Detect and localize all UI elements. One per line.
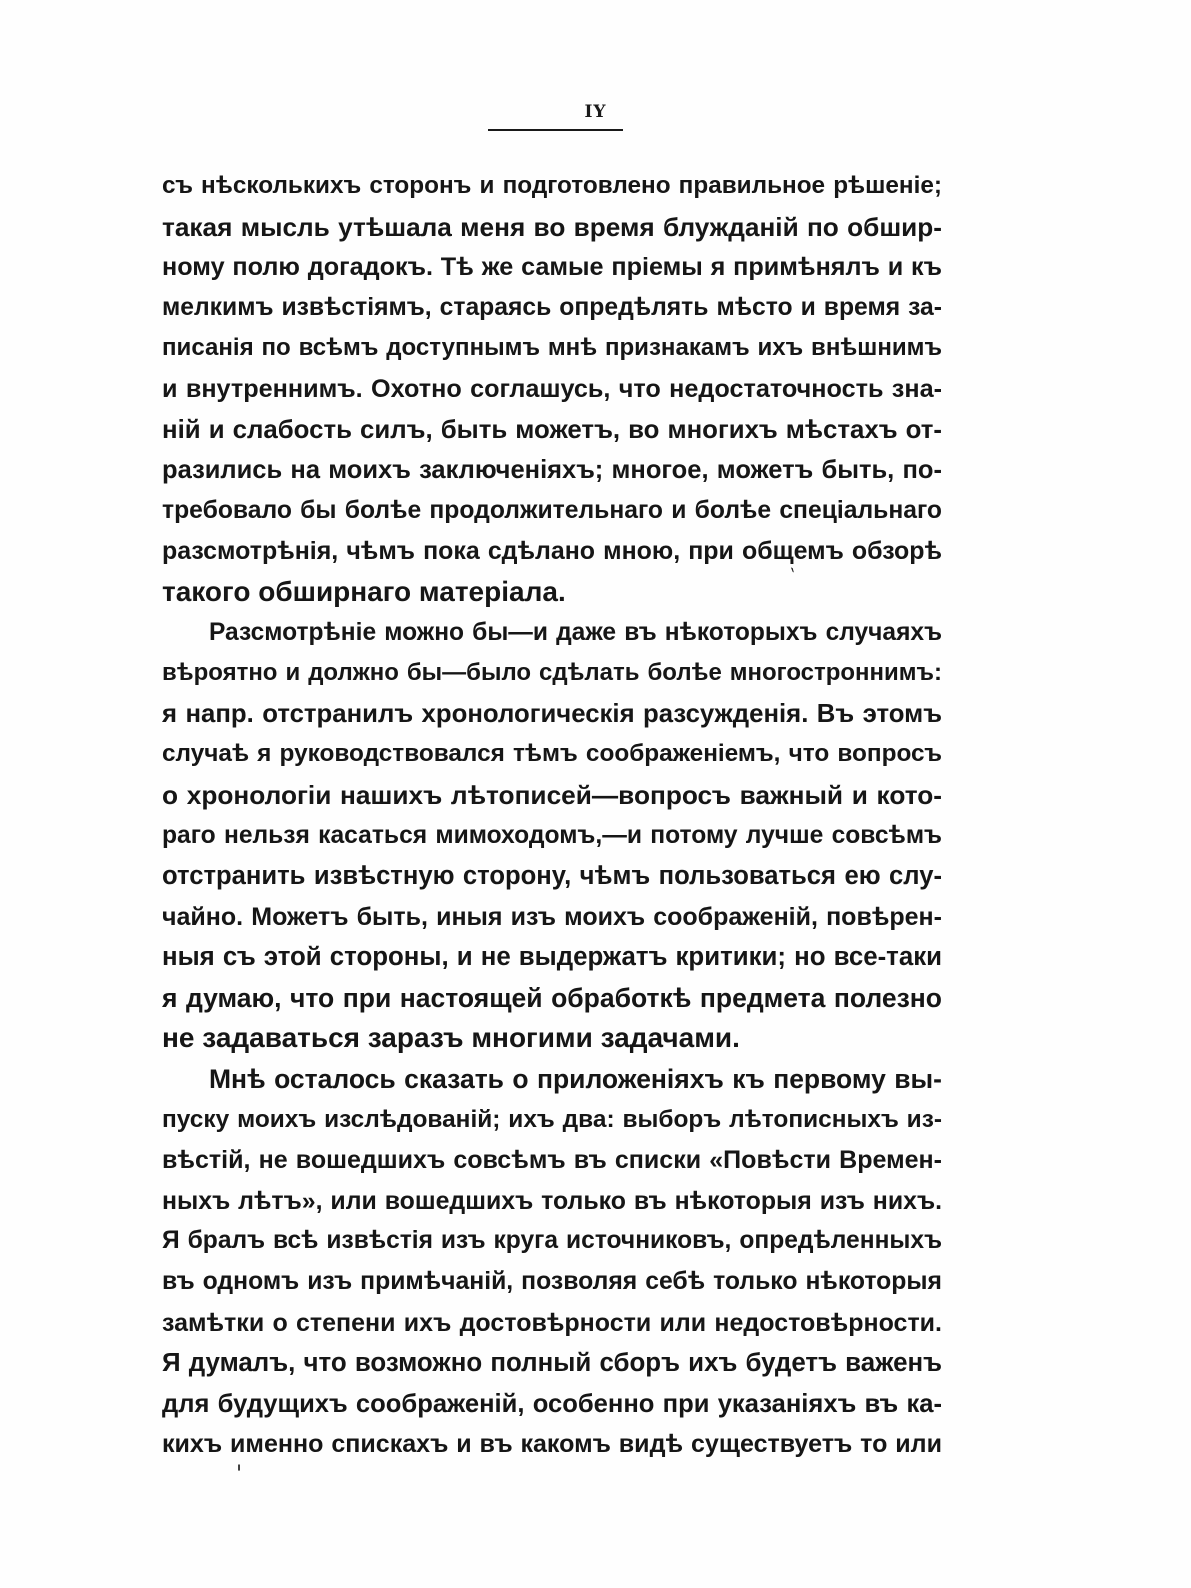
text-line: требовало бы болѣе продолжительнаго и болѣе спеціальнаго	[162, 496, 942, 524]
text-line: Я бралъ всѣ извѣстія изъ круга источниковъ, опредѣленныхъ	[162, 1227, 942, 1255]
paragraph-first-line: Мнѣ осталось сказать о приложеніяхъ къ первому вы-	[209, 1064, 942, 1095]
paragraph-first-line: Разсмотрѣніе можно бы—и даже въ нѣкоторыхъ случаяхъ	[209, 618, 942, 646]
page-number: IY	[584, 102, 607, 122]
text-line: отстранить извѣстную сторону, чѣмъ пользоваться ею слу-	[162, 862, 942, 891]
paragraph-last-line: такого обширнаго матеріала.	[162, 575, 566, 607]
text-line: вѣстій, не вошедшихъ совсѣмъ въ списки «Повѣсти Времен-	[162, 1146, 942, 1175]
text-line: для будущихъ соображеній, особенно при указаніяхъ въ ка-	[162, 1389, 942, 1418]
text-line: замѣтки о степени ихъ достовѣрности или недостовѣрности.	[162, 1308, 942, 1337]
text-line: вѣроятно и должно бы—было сдѣлать болѣе многостроннимъ:	[162, 659, 942, 687]
text-line: раго нельзя касаться мимоходомъ,—и потому лучше совсѣмъ	[162, 821, 942, 849]
text-line: я думаю, что при настоящей обработкѣ предмета полезно	[162, 982, 942, 1013]
text-line: въ одномъ изъ примѣчаній, позволяя себѣ только нѣкоторыя	[162, 1268, 942, 1296]
text-line: ныхъ лѣтъ», или вошедшихъ только въ нѣкоторыя изъ нихъ.	[162, 1186, 942, 1215]
text-line: и внутреннимъ. Охотно соглашусь, что недостаточность зна-	[162, 374, 942, 403]
text-line: Я думалъ, что возможно полный сборъ ихъ будетъ важенъ	[162, 1349, 942, 1378]
text-line: чайно. Можетъ быть, иныя изъ моихъ соображеній, повѣрен-	[162, 902, 942, 931]
text-line: разсмотрѣнія, чѣмъ пока сдѣлано мною, при общемъ обзорѣ	[162, 537, 942, 566]
text-line: случаѣ я руководствовался тѣмъ соображеніемъ, что вопросъ	[162, 740, 942, 768]
text-line: съ нѣсколькихъ сторонъ и подготовлено правильное рѣшеніе;	[162, 172, 942, 199]
text-line: пуску моихъ изслѣдованій; ихъ два: выборъ лѣтописныхъ из-	[162, 1105, 942, 1133]
text-line: ныя съ этой стороны, и не выдержатъ критики; но все-таки	[162, 943, 942, 972]
text-line: я напр. отстранилъ хронологическія разсужденія. Въ этомъ	[162, 699, 942, 728]
ink-speck: `	[782, 564, 800, 590]
header-rule	[488, 129, 623, 131]
ink-speck: '	[236, 1462, 243, 1487]
text-line: писанія по всѣмъ доступнымъ мнѣ признакамъ ихъ внѣшнимъ	[162, 334, 942, 362]
text-line: разились на моихъ заключеніяхъ; многое, можетъ быть, по-	[162, 456, 942, 485]
paragraph-last-line: не задаваться заразъ многими задачами.	[162, 1022, 740, 1054]
text-line: ному полю догадокъ. Тѣ же самые пріемы я примѣнялъ и къ	[162, 253, 942, 282]
text-line: кихъ именно спискахъ и въ какомъ видѣ существуетъ то или	[162, 1430, 942, 1459]
text-line: о хронологіи нашихъ лѣтописей—вопросъ важный и кото-	[162, 779, 942, 810]
text-line: ній и слабость силъ, быть можетъ, во многихъ мѣстахъ от-	[162, 415, 942, 444]
text-line: мелкимъ извѣстіямъ, стараясь опредѣлять мѣсто и время за-	[162, 293, 942, 321]
text-line: такая мысль утѣшала меня во время блужданій по обшир-	[162, 211, 942, 242]
body-text	[162, 166, 942, 1465]
